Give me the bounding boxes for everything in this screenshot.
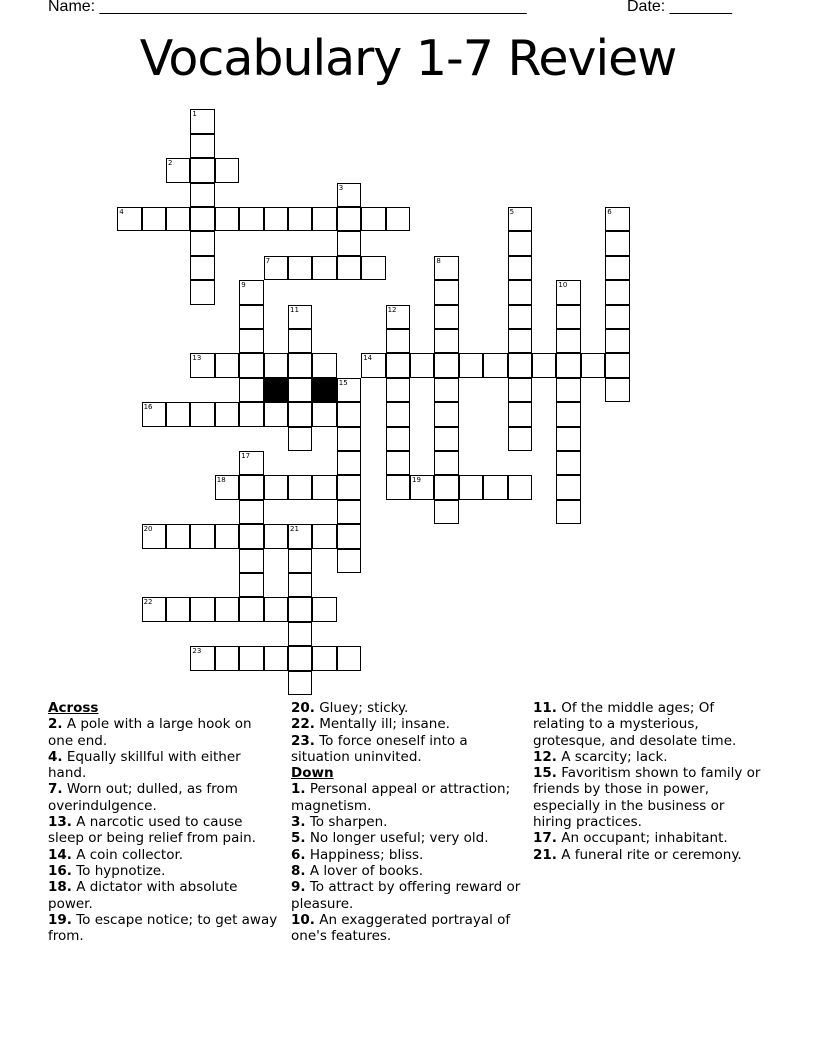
clue-number-label: 23. (291, 732, 315, 749)
blocked-square (264, 378, 288, 402)
clue-text: Happiness; bliss. (305, 846, 424, 863)
name-field[interactable]: Name: ________________________________________________ (48, 0, 527, 15)
clue-number-label: 19. (48, 911, 72, 928)
clue-number: 19 (412, 476, 421, 485)
crossword-cell[interactable] (288, 549, 312, 573)
crossword-cell[interactable] (532, 353, 556, 377)
crossword-cell[interactable] (312, 646, 336, 670)
clue-number: 22 (143, 598, 153, 607)
clue-number-label: 18. (48, 879, 72, 896)
crossword-cell[interactable] (337, 427, 361, 451)
crossword-cell[interactable] (215, 597, 239, 621)
clue-number: 15 (338, 378, 348, 387)
clue-number-label: 9. (291, 879, 306, 896)
crossword-cell[interactable] (190, 353, 214, 377)
crossword-cell[interactable] (556, 329, 580, 353)
clue-number-label: 7. (48, 781, 63, 798)
clues-column-3 (533, 700, 765, 863)
crossword-cell[interactable] (581, 353, 605, 377)
crossword-cell[interactable] (508, 378, 532, 402)
clue-number: 10 (558, 281, 568, 290)
crossword-cell[interactable] (312, 475, 336, 499)
clue-number: 1 (192, 110, 197, 119)
date-field[interactable]: Date: _______ (627, 0, 732, 15)
clue-number: 12 (387, 305, 397, 314)
clue-item (48, 912, 280, 945)
clue-item (291, 863, 523, 879)
crossword-cell[interactable] (483, 353, 507, 377)
crossword-cell[interactable] (459, 353, 483, 377)
clue-number-label: 20. (291, 700, 315, 716)
clue-item (533, 830, 765, 846)
clue-number: 6 (607, 208, 612, 216)
crossword-cell[interactable] (434, 305, 458, 329)
crossword-cell[interactable] (264, 207, 288, 231)
crossword-cell[interactable] (508, 256, 532, 280)
crossword-cell[interactable] (264, 353, 288, 377)
clue-number-label: 11. (533, 700, 557, 716)
crossword-cell[interactable] (239, 329, 263, 353)
crossword-cell[interactable] (264, 524, 288, 548)
clue-item (48, 716, 280, 749)
crossword-cell[interactable] (508, 280, 532, 304)
clue-number: 5 (509, 208, 515, 216)
clue-item (533, 749, 765, 765)
clue-number: 8 (436, 256, 441, 265)
clue-text: A dictator with absolute power. (48, 879, 238, 912)
clue-item (48, 814, 280, 847)
crossword-cell[interactable] (605, 207, 629, 231)
crossword-cell[interactable] (239, 353, 263, 377)
crossword-cell[interactable] (337, 378, 361, 402)
crossword-cell[interactable] (215, 158, 239, 182)
clue-text: Personal appeal or attraction; magnetism. (291, 781, 511, 814)
clue-text: To escape notice; to get away from. (48, 911, 278, 945)
clue-number: 17 (241, 452, 251, 460)
crossword-cell[interactable] (508, 207, 532, 231)
crossword-cell[interactable] (166, 158, 190, 182)
crossword-cell[interactable] (386, 329, 410, 353)
clue-text: To attract by offering reward or pleasure. (291, 879, 521, 912)
crossword-cell[interactable] (337, 402, 361, 426)
across-heading: Across (48, 700, 99, 716)
crossword-cell[interactable] (190, 402, 214, 426)
clue-number: 4 (119, 208, 124, 216)
clue-number-label: 14. (48, 846, 72, 863)
crossword-cell[interactable] (434, 427, 458, 451)
clue-number-label: 16. (48, 862, 72, 879)
crossword-cell[interactable] (556, 427, 580, 451)
clue-text: Equally skillful with either hand. (48, 748, 241, 782)
crossword-cell[interactable] (605, 329, 629, 353)
crossword-cell[interactable] (215, 475, 239, 499)
crossword-cell[interactable] (288, 305, 312, 329)
crossword-cell[interactable] (215, 646, 239, 670)
clue-number: 16 (143, 403, 153, 412)
crossword-cell[interactable] (239, 524, 263, 548)
crossword-cell[interactable] (312, 524, 336, 548)
clue-item (291, 830, 523, 846)
blocked-square (312, 378, 336, 402)
clue-text: Mentally ill; insane. (314, 716, 450, 733)
crossword-cell[interactable] (605, 280, 629, 304)
crossword-cell[interactable] (190, 109, 214, 133)
crossword-cell[interactable] (386, 353, 410, 377)
crossword-cell[interactable] (288, 573, 312, 597)
crossword-cell[interactable] (239, 378, 263, 402)
crossword-cell[interactable] (288, 475, 312, 499)
clue-number-label: 21. (533, 846, 557, 863)
crossword-cell[interactable] (190, 183, 214, 207)
clue-number-label: 5. (291, 830, 306, 847)
crossword-cell[interactable] (508, 475, 532, 499)
crossword-cell[interactable] (215, 402, 239, 426)
crossword-cell[interactable] (190, 646, 214, 670)
clue-item (533, 700, 765, 749)
clue-number-label: 22. (291, 716, 315, 733)
clue-number-label: 12. (533, 748, 557, 765)
clue-text: To hypnotize. (71, 862, 166, 879)
clue-item (48, 863, 280, 879)
clues-column-2 (291, 700, 523, 944)
crossword-cell[interactable] (142, 524, 166, 548)
crossword-cell[interactable] (239, 646, 263, 670)
down-heading: Down (291, 765, 334, 782)
clue-item (48, 879, 280, 912)
crossword-cell[interactable] (312, 207, 336, 231)
clue-number: 23 (192, 647, 202, 656)
clue-text: An exaggerated portrayal of one's features. (291, 911, 511, 945)
crossword-cell[interactable] (434, 256, 458, 280)
crossword-cell[interactable] (337, 549, 361, 573)
crossword-cell[interactable] (190, 158, 214, 182)
crossword-cell[interactable] (166, 597, 190, 621)
clue-number-label: 17. (533, 830, 557, 847)
crossword-cell[interactable] (166, 402, 190, 426)
clue-text: Worn out; dulled, as from overindulgence. (48, 781, 238, 814)
crossword-cell[interactable] (361, 256, 385, 280)
clue-number-label: 1. (291, 781, 306, 798)
crossword-cell[interactable] (508, 353, 532, 377)
crossword-cell[interactable] (312, 402, 336, 426)
clue-number: 13 (192, 354, 202, 363)
crossword-cell[interactable] (239, 597, 263, 621)
crossword-cell[interactable] (288, 597, 312, 621)
crossword-cell[interactable] (264, 402, 288, 426)
clue-number: 14 (363, 354, 373, 363)
clue-number-label: 13. (48, 814, 72, 831)
page-title: Vocabulary 1-7 Review (139, 30, 677, 87)
crossword-cell[interactable] (142, 402, 166, 426)
clue-number: 21 (290, 525, 299, 534)
crossword-cell[interactable] (190, 231, 214, 255)
crossword-cell[interactable] (410, 353, 434, 377)
crossword-cell[interactable] (337, 524, 361, 548)
crossword-cell[interactable] (508, 402, 532, 426)
crossword-cell[interactable] (312, 353, 336, 377)
clue-number-label: 8. (291, 862, 306, 879)
clue-item (291, 733, 523, 766)
crossword-cell[interactable] (508, 305, 532, 329)
crossword-cell[interactable] (434, 500, 458, 524)
crossword-cell[interactable] (386, 475, 410, 499)
crossword-cell[interactable] (386, 305, 410, 329)
clue-number-label: 10. (291, 911, 315, 928)
crossword-cell[interactable] (361, 353, 385, 377)
crossword-cell[interactable] (190, 280, 214, 304)
crossword-cell[interactable] (434, 378, 458, 402)
crossword-cell[interactable] (386, 207, 410, 231)
crossword-cell[interactable] (215, 207, 239, 231)
crossword-cell[interactable] (556, 402, 580, 426)
crossword-cell[interactable] (605, 378, 629, 402)
crossword-cell[interactable] (508, 231, 532, 255)
crossword-cell[interactable] (288, 427, 312, 451)
crossword-cell[interactable] (288, 329, 312, 353)
clue-number: 3 (338, 183, 344, 192)
crossword-cell[interactable] (337, 451, 361, 475)
crossword-cell[interactable] (288, 207, 312, 231)
crossword-cell[interactable] (337, 231, 361, 255)
crossword-cell[interactable] (605, 353, 629, 377)
crossword-cell[interactable] (190, 134, 214, 158)
crossword-cell[interactable] (361, 207, 385, 231)
crossword-cell[interactable] (215, 524, 239, 548)
crossword-cell[interactable] (605, 256, 629, 280)
clue-item (291, 847, 523, 863)
crossword-cell[interactable] (239, 207, 263, 231)
crossword-cell[interactable] (434, 280, 458, 304)
crossword-cell[interactable] (556, 305, 580, 329)
crossword-cell[interactable] (288, 646, 312, 670)
crossword-cell[interactable] (556, 451, 580, 475)
crossword-cell[interactable] (264, 597, 288, 621)
clue-text: A scarcity; lack. (556, 748, 668, 765)
clue-item (48, 847, 280, 863)
clue-text: A funeral rite or ceremony. (556, 846, 742, 863)
crossword-cell[interactable] (288, 524, 312, 548)
crossword-cell[interactable] (239, 451, 263, 475)
clue-number-label: 2. (48, 716, 63, 733)
crossword-cell[interactable] (556, 280, 580, 304)
crossword-cell[interactable] (386, 378, 410, 402)
crossword-cell[interactable] (142, 207, 166, 231)
crossword-cell[interactable] (337, 475, 361, 499)
clue-text: A pole with a large hook on one end. (48, 716, 252, 749)
crossword-cell[interactable] (288, 622, 312, 646)
clue-number-label: 3. (291, 814, 306, 831)
clue-item (291, 814, 523, 830)
clue-text: No longer useful; very old. (305, 830, 489, 847)
clue-text: Of the middle ages; Of relating to a mysterious, grotesque, and desolate time. (533, 700, 737, 749)
crossword-cell[interactable] (556, 353, 580, 377)
clue-item (291, 700, 523, 716)
crossword-cell[interactable] (190, 207, 214, 231)
crossword-cell[interactable] (508, 329, 532, 353)
crossword-cell[interactable] (288, 671, 312, 695)
crossword-cell[interactable] (215, 353, 239, 377)
clue-text: Favoritism shown to family or friends by those in power, especially in the business or hiring practices. (533, 765, 761, 831)
crossword-cell[interactable] (605, 305, 629, 329)
crossword-cell[interactable] (190, 256, 214, 280)
crossword-cell[interactable] (337, 500, 361, 524)
crossword-cell[interactable] (434, 402, 458, 426)
crossword-cell[interactable] (556, 378, 580, 402)
crossword-cell[interactable] (142, 597, 166, 621)
clue-item (291, 879, 523, 912)
clue-item (533, 765, 765, 830)
crossword-cell[interactable] (434, 353, 458, 377)
crossword-cell[interactable] (288, 353, 312, 377)
crossword-cell[interactable] (239, 475, 263, 499)
clue-number-label: 15. (533, 765, 557, 782)
clue-number-label: 6. (291, 846, 306, 863)
clue-item (533, 847, 765, 863)
clue-item (48, 781, 280, 814)
crossword-cell[interactable] (264, 646, 288, 670)
crossword-cell[interactable] (166, 207, 190, 231)
clue-text: An occupant; inhabitant. (556, 830, 728, 847)
crossword-cell[interactable] (239, 500, 263, 524)
crossword-cell[interactable] (556, 475, 580, 499)
crossword-cell[interactable] (190, 597, 214, 621)
crossword-cell[interactable] (556, 500, 580, 524)
clue-text: Gluey; sticky. (314, 700, 409, 716)
clue-item (291, 716, 523, 732)
crossword-cell[interactable] (508, 427, 532, 451)
crossword-cell[interactable] (434, 329, 458, 353)
crossword-cell[interactable] (337, 256, 361, 280)
clue-number-label: 4. (48, 748, 63, 765)
clue-number: 18 (216, 476, 226, 485)
clue-item (291, 912, 523, 945)
clue-item (48, 749, 280, 782)
clue-text: A coin collector. (71, 846, 184, 863)
crossword-cell[interactable] (239, 573, 263, 597)
crossword-cell[interactable] (312, 256, 336, 280)
crossword-cell[interactable] (288, 402, 312, 426)
clues-column-1 (48, 700, 280, 944)
crossword-cell[interactable] (434, 451, 458, 475)
clue-number: 9 (241, 281, 246, 290)
crossword-cell[interactable] (239, 549, 263, 573)
clue-number: 11 (290, 305, 299, 314)
crossword-cell[interactable] (386, 451, 410, 475)
crossword-cell[interactable] (459, 475, 483, 499)
crossword-cell[interactable] (312, 597, 336, 621)
crossword-cell[interactable] (605, 231, 629, 255)
crossword-cell[interactable] (337, 646, 361, 670)
crossword-cell[interactable] (239, 402, 263, 426)
crossword-cell[interactable] (483, 475, 507, 499)
crossword-cell[interactable] (190, 524, 214, 548)
crossword-cell[interactable] (386, 402, 410, 426)
crossword-cell[interactable] (288, 378, 312, 402)
clue-text: A lover of books. (305, 862, 424, 879)
crossword-cell[interactable] (166, 524, 190, 548)
crossword-cell[interactable] (264, 256, 288, 280)
clue-text: To sharpen. (305, 814, 388, 831)
crossword-cell[interactable] (410, 475, 434, 499)
clue-item (291, 781, 523, 814)
crossword-cell[interactable] (239, 305, 263, 329)
crossword-cell[interactable] (337, 183, 361, 207)
clue-number: 7 (265, 256, 271, 265)
clue-number: 20 (143, 525, 153, 534)
crossword-cell[interactable] (288, 256, 312, 280)
crossword-cell[interactable] (117, 207, 141, 231)
crossword-cell[interactable] (434, 475, 458, 499)
crossword-cell[interactable] (337, 207, 361, 231)
clue-text: A narcotic used to cause sleep or being relief from pain. (48, 814, 256, 847)
clue-number: 2 (168, 159, 173, 168)
crossword-cell[interactable] (386, 427, 410, 451)
crossword-cell[interactable] (239, 280, 263, 304)
crossword-cell[interactable] (264, 475, 288, 499)
clue-text: To force oneself into a situation uninvited. (291, 732, 468, 765)
